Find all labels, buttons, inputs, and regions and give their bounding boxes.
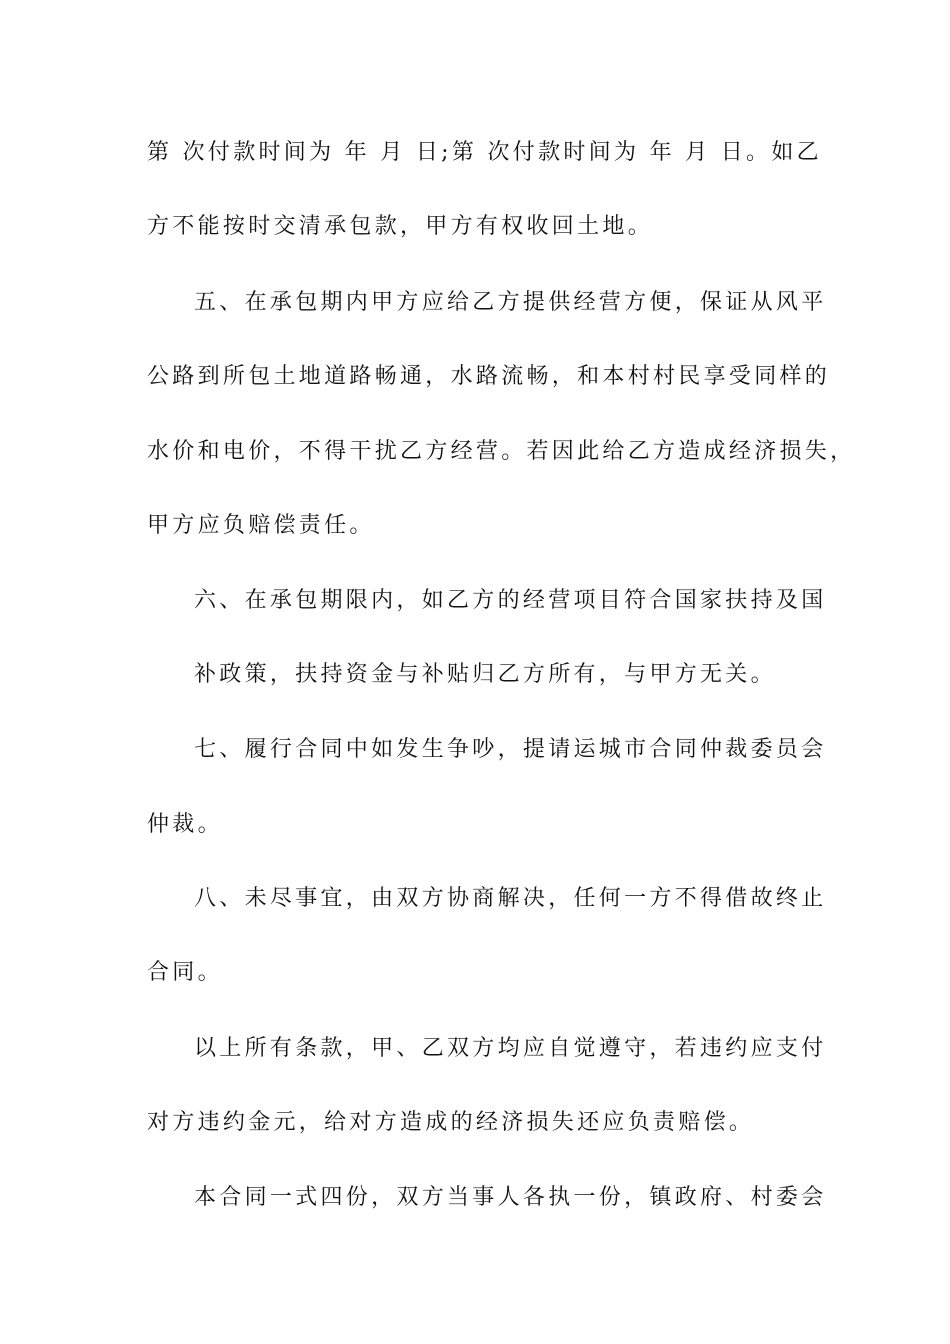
paragraph-first-line: 本合同一式四份，双方当事人各执一份，镇政府、村委会 — [194, 1185, 827, 1210]
paragraph-first-line: 以上所有条款，甲、乙双方均应自觉遵守，若违约应支付 — [194, 1036, 827, 1061]
text-line: 水价和电价，不得干扰乙方经营。若因此给乙方造成经济损失， — [147, 439, 856, 464]
paragraph-first-line: 五、在承包期内甲方应给乙方提供经营方便，保证从风平 — [194, 290, 827, 315]
paragraph-first-line: 六、在承包期限内，如乙方的经营项目符合国家扶持及国 — [194, 588, 827, 613]
text-line: 合同。 — [147, 960, 223, 985]
paragraph-first-line: 七、履行合同中如发生争吵，提请运城市合同仲裁委员会 — [194, 737, 827, 762]
text-line: 仲裁。 — [147, 812, 223, 837]
paragraph-first-line: 八、未尽事宜，由双方协商解决，任何一方不得借故终止 — [194, 886, 827, 911]
text-line: 第 次付款时间为 年 月 日;第 次付款时间为 年 月 日。如乙 — [147, 140, 822, 165]
text-line: 对方违约金元，给对方造成的经济损失还应负责赔偿。 — [147, 1110, 755, 1135]
text-line: 甲方应负赔偿责任。 — [147, 513, 375, 538]
text-line: 补政策，扶持资金与补贴归乙方所有，与甲方无关。 — [194, 662, 776, 687]
text-line: 公路到所包土地道路畅通，水路流畅，和本村村民享受同样的 — [147, 364, 831, 389]
text-line: 方不能按时交清承包款，甲方有权收回土地。 — [147, 214, 654, 239]
